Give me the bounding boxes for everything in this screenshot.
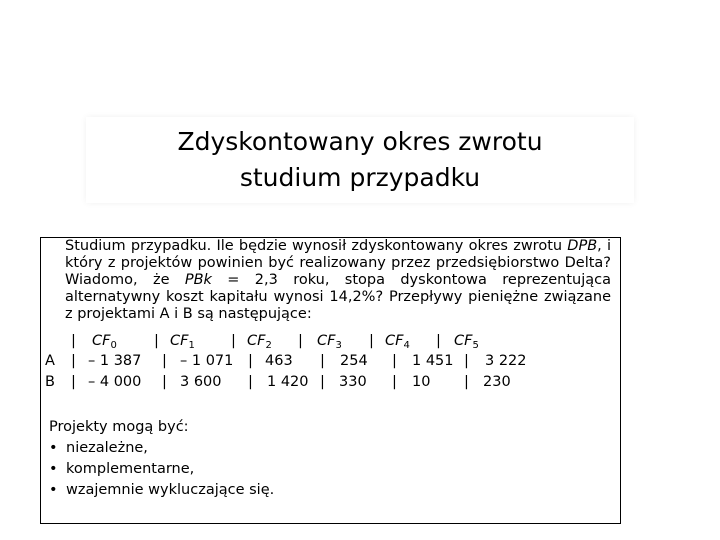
dpb-term: DPB bbox=[567, 238, 598, 254]
cell-a-cf1: – 1 071 bbox=[180, 353, 234, 369]
row-label: B bbox=[45, 374, 55, 390]
separator: | bbox=[248, 353, 253, 369]
projects-intro: Projekty mogą być: bbox=[49, 419, 189, 435]
separator: | bbox=[71, 374, 76, 390]
bullet-icon: • bbox=[49, 461, 58, 477]
separator: | bbox=[392, 353, 397, 369]
cell-a-cf2: 463 bbox=[265, 353, 293, 369]
separator: | bbox=[162, 353, 167, 369]
separator: | bbox=[298, 333, 303, 349]
separator: | bbox=[392, 374, 397, 390]
separator: | bbox=[320, 353, 325, 369]
list-item bbox=[49, 480, 274, 501]
title-line-2: studium przypadku bbox=[239, 163, 481, 192]
cell-b-cf3: 330 bbox=[339, 374, 367, 390]
cell-a-cf3: 254 bbox=[340, 353, 368, 369]
title-line-1: Zdyskontowany okres zwrotu bbox=[177, 127, 543, 156]
list-item bbox=[49, 459, 274, 480]
list-item-text: komplementarne, bbox=[66, 461, 195, 477]
cell-b-cf2: 1 420 bbox=[267, 374, 309, 390]
list-item bbox=[49, 438, 274, 459]
cf-header-3: $CF_3$ bbox=[317, 333, 342, 351]
cf-header-5: $CF_5$ bbox=[454, 333, 479, 351]
separator: | bbox=[154, 333, 159, 349]
separator: | bbox=[320, 374, 325, 390]
cell-b-cf1: 3 600 bbox=[180, 374, 222, 390]
pbk-term: PBk bbox=[184, 272, 212, 288]
problem-text-2: , i który z projektów powinien być realizowany przez przedsiębiorstwo Delta? Wiadomo, że bbox=[65, 238, 611, 288]
problem-statement bbox=[65, 238, 611, 323]
cashflow-row-b bbox=[40, 372, 620, 392]
list-item-text: niezależne, bbox=[66, 440, 148, 456]
cell-a-cf4: 1 451 bbox=[412, 353, 454, 369]
bullet-icon: • bbox=[49, 440, 58, 456]
cell-b-cf5: 230 bbox=[483, 374, 511, 390]
cf-header-1: $CF_1$ bbox=[170, 333, 195, 351]
cell-b-cf4: 10 bbox=[412, 374, 431, 390]
separator: | bbox=[369, 333, 374, 349]
row-label: A bbox=[45, 353, 55, 369]
cf-header-2: $CF_2$ bbox=[247, 333, 272, 351]
problem-text-1: Studium przypadku. Ile będzie wynosił zdyskontowany okres zwrotu bbox=[65, 238, 568, 254]
separator: | bbox=[436, 333, 441, 349]
cf-header-0: $CF_0$ bbox=[92, 333, 117, 351]
separator: | bbox=[71, 333, 76, 349]
separator: | bbox=[71, 353, 76, 369]
separator: | bbox=[231, 333, 236, 349]
projects-list bbox=[49, 438, 274, 501]
problem-text-3: = 2,3 roku, stopa dyskontowa reprezentująca alternatywny koszt kapitału wynosi 14,2%? Przepływy pieniężne związane z projektami A i B są następujące: bbox=[65, 272, 611, 322]
list-item-text: wzajemnie wykluczające się. bbox=[66, 482, 275, 498]
cf-header-4: $CF_4$ bbox=[385, 333, 410, 351]
slide-title bbox=[86, 124, 634, 196]
cell-b-cf0: – 4 000 bbox=[88, 374, 142, 390]
separator: | bbox=[248, 374, 253, 390]
cell-a-cf5: 3 222 bbox=[485, 353, 527, 369]
separator: | bbox=[464, 353, 469, 369]
cashflow-header-row bbox=[40, 331, 620, 351]
bullet-icon: • bbox=[49, 482, 58, 498]
cashflow-row-a bbox=[40, 351, 620, 371]
separator: | bbox=[464, 374, 469, 390]
cell-a-cf0: – 1 387 bbox=[88, 353, 142, 369]
separator: | bbox=[162, 374, 167, 390]
